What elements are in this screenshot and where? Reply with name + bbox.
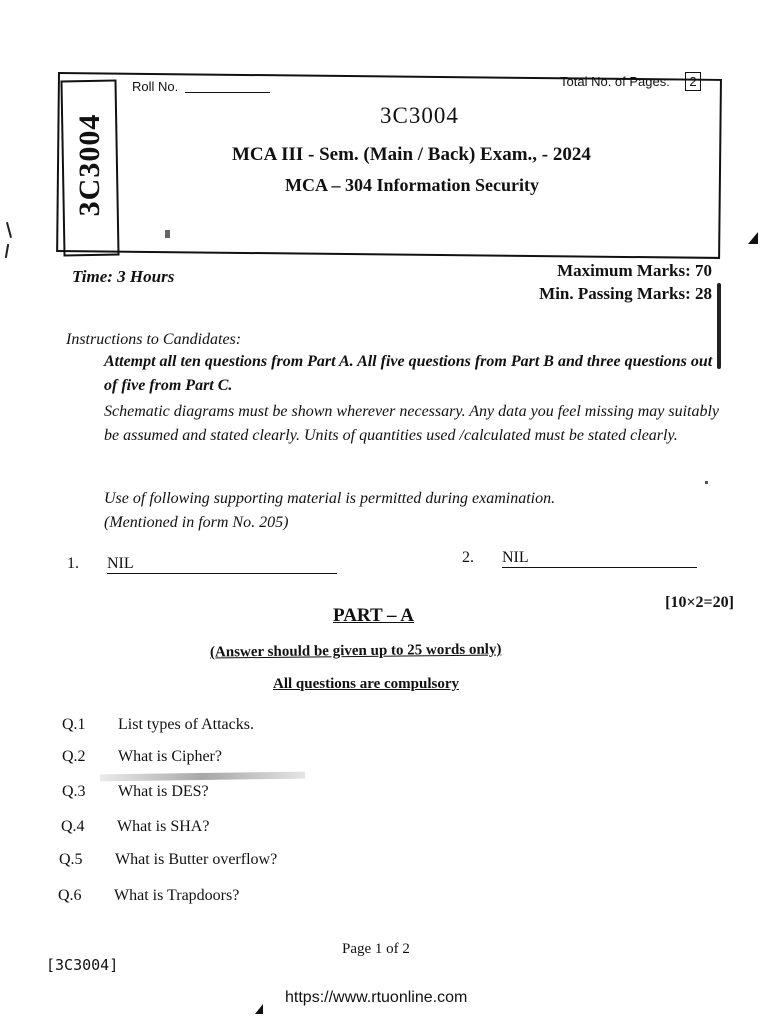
scan-mark xyxy=(6,222,12,238)
question-row xyxy=(58,887,239,905)
instruction-diagrams: Schematic diagrams must be shown wherever necessary. Any data you feel missing may suitably be assumed and stated clearly. Units of quantities used /calculated must be stated clearly. xyxy=(104,403,720,444)
question-row xyxy=(59,851,277,869)
max-marks: Maximum Marks: 70 xyxy=(557,261,712,280)
question-number: Q.2 xyxy=(62,748,86,765)
material-number: 2. xyxy=(462,549,474,566)
part-a-title: PART – A xyxy=(333,605,414,626)
question-text: What is Butter overflow? xyxy=(115,851,278,868)
question-number: Q.3 xyxy=(62,783,86,800)
instruction-form: (Mentioned in form No. 205) xyxy=(104,514,289,531)
part-a-note: (Answer should be given up to 25 words only) xyxy=(209,641,502,661)
material-number: 1. xyxy=(67,555,79,572)
question-row xyxy=(62,716,254,734)
question-number: Q.6 xyxy=(58,887,82,904)
footer-url[interactable]: https://www.rtuonline.com xyxy=(285,989,468,1006)
min-passing-marks: Min. Passing Marks: 28 xyxy=(539,284,712,303)
question-number: Q.4 xyxy=(61,818,85,835)
scan-smudge xyxy=(100,772,305,782)
question-text: What is Trapdoors? xyxy=(114,887,240,904)
part-a-marks: [10×2=20] xyxy=(665,594,734,611)
scan-mark xyxy=(717,283,721,369)
total-pages-value: 2 xyxy=(685,72,701,91)
scan-mark xyxy=(748,232,758,244)
exam-subject: MCA – 304 Information Security xyxy=(285,175,539,195)
material-item xyxy=(462,549,697,568)
question-number: Q.1 xyxy=(62,716,86,733)
scan-mark xyxy=(165,230,170,238)
question-text: What is Cipher? xyxy=(118,748,222,765)
question-text: What is DES? xyxy=(118,783,209,800)
instructions-heading: Instructions to Candidates: xyxy=(66,331,242,348)
footer-code: [3C3004] xyxy=(46,956,119,974)
material-item xyxy=(67,555,337,574)
instruction-material: Use of following supporting material is permitted during examination. xyxy=(104,490,556,507)
scan-mark xyxy=(5,244,9,258)
question-number: Q.5 xyxy=(59,851,83,868)
question-text: What is SHA? xyxy=(117,818,210,835)
material-value: NIL xyxy=(107,555,337,574)
instruction-attempt: Attempt all ten questions from Part A. All five questions from Part B and three questions out of five from Part C. xyxy=(104,353,713,394)
paper-code: 3C3004 xyxy=(380,103,459,128)
part-a-compulsory: All questions are compulsory xyxy=(273,676,459,692)
scan-mark xyxy=(255,1004,263,1014)
page-number: Page 1 of 2 xyxy=(342,941,410,957)
roll-no-label: Roll No. xyxy=(132,79,179,94)
exam-title: MCA III - Sem. (Main / Back) Exam., - 2024 xyxy=(232,144,591,165)
question-row xyxy=(61,818,209,836)
side-code: 3C3004 xyxy=(73,113,106,217)
question-row xyxy=(62,783,209,801)
material-value: NIL xyxy=(502,549,697,568)
question-text: List types of Attacks. xyxy=(118,716,254,733)
exam-time: Time: 3 Hours xyxy=(72,267,175,286)
question-row xyxy=(62,748,222,766)
roll-no-line xyxy=(185,92,270,93)
scan-mark xyxy=(705,481,708,484)
total-pages-label: Total No. of Pages: xyxy=(560,74,670,89)
